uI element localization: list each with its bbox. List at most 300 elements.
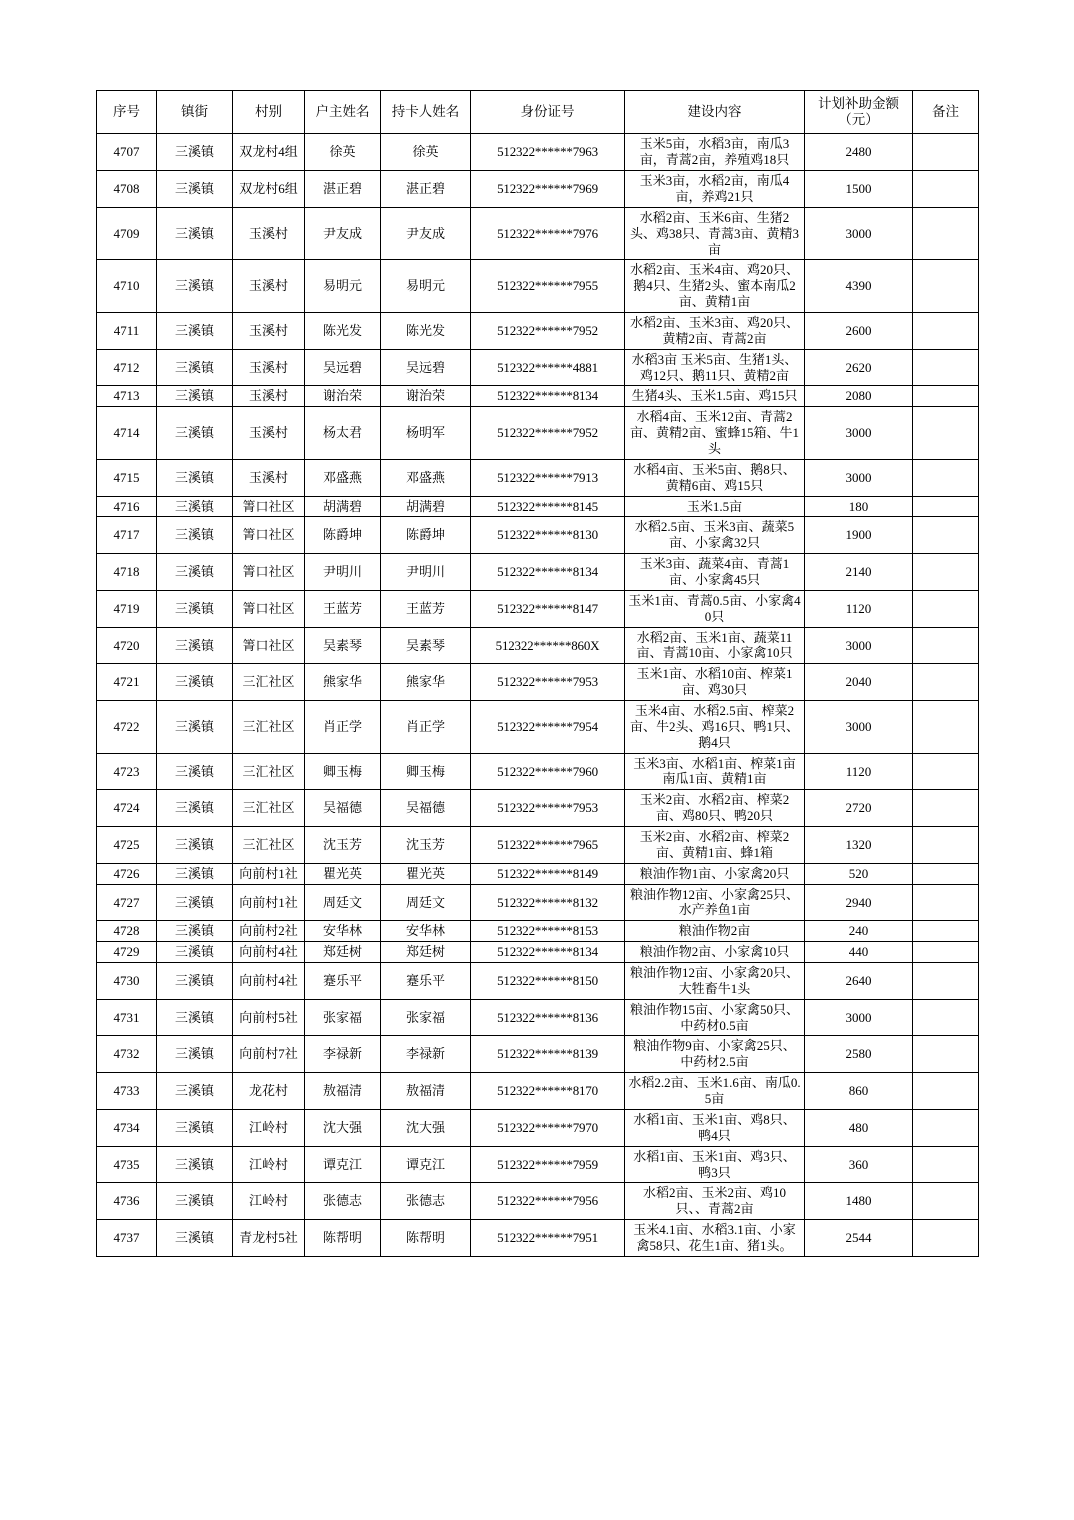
cell-content: 粮油作物12亩、小家禽25只、水产养鱼1亩 bbox=[625, 884, 805, 921]
cell-index: 4709 bbox=[97, 207, 157, 260]
cell-town: 三溪镇 bbox=[157, 312, 233, 349]
cell-id-number: 512322******7952 bbox=[471, 312, 625, 349]
cell-town: 三溪镇 bbox=[157, 790, 233, 827]
cell-amount: 180 bbox=[805, 496, 913, 517]
cell-household-head: 安华林 bbox=[305, 921, 381, 942]
cell-content: 玉米4.1亩、水稻3.1亩、小家禽58只、花生1亩、猪1头。 bbox=[625, 1220, 805, 1257]
cell-content: 生猪4头、玉米1.5亩、鸡15只 bbox=[625, 386, 805, 407]
cell-id-number: 512322******860X bbox=[471, 627, 625, 664]
cell-town: 三溪镇 bbox=[157, 554, 233, 591]
cell-index: 4723 bbox=[97, 753, 157, 790]
cell-amount: 3000 bbox=[805, 207, 913, 260]
cell-id-number: 512322******8145 bbox=[471, 496, 625, 517]
cell-id-number: 512322******7952 bbox=[471, 407, 625, 460]
cell-cardholder: 吴远碧 bbox=[381, 349, 471, 386]
cell-town: 三溪镇 bbox=[157, 386, 233, 407]
cell-content: 玉米1亩、青蒿0.5亩、小家禽40只 bbox=[625, 590, 805, 627]
cell-cardholder: 胡满碧 bbox=[381, 496, 471, 517]
table-row bbox=[97, 664, 979, 701]
cell-index: 4726 bbox=[97, 863, 157, 884]
cell-village: 玉溪村 bbox=[233, 459, 305, 496]
cell-amount: 3000 bbox=[805, 627, 913, 664]
cell-amount: 1120 bbox=[805, 753, 913, 790]
cell-index: 4737 bbox=[97, 1220, 157, 1257]
cell-village: 向前村4社 bbox=[233, 942, 305, 963]
cell-cardholder: 吴福德 bbox=[381, 790, 471, 827]
cell-village: 向前村4社 bbox=[233, 963, 305, 1000]
cell-town: 三溪镇 bbox=[157, 664, 233, 701]
cell-remark bbox=[913, 459, 979, 496]
column-header-amount-line2: （元） bbox=[838, 112, 879, 128]
cell-id-number: 512322******7965 bbox=[471, 827, 625, 864]
cell-town: 三溪镇 bbox=[157, 1220, 233, 1257]
cell-amount: 3000 bbox=[805, 407, 913, 460]
cell-cardholder: 易明元 bbox=[381, 260, 471, 313]
cell-amount: 2080 bbox=[805, 386, 913, 407]
cell-village: 江岭村 bbox=[233, 1183, 305, 1220]
cell-village: 三汇社区 bbox=[233, 701, 305, 754]
cell-content: 玉米5亩，水稻3亩，南瓜3亩，青蒿2亩，养殖鸡18只 bbox=[625, 134, 805, 171]
table-body bbox=[97, 134, 979, 1256]
column-header-remark: 备注 bbox=[913, 91, 979, 134]
cell-index: 4715 bbox=[97, 459, 157, 496]
cell-cardholder: 陈光发 bbox=[381, 312, 471, 349]
cell-household-head: 李禄新 bbox=[305, 1036, 381, 1073]
cell-household-head: 吴素琴 bbox=[305, 627, 381, 664]
cell-cardholder: 邓盛燕 bbox=[381, 459, 471, 496]
cell-index: 4714 bbox=[97, 407, 157, 460]
cell-content: 水稻1亩、玉米1亩、鸡3只、鸭3只 bbox=[625, 1146, 805, 1183]
cell-remark bbox=[913, 134, 979, 171]
cell-village: 青龙村5社 bbox=[233, 1220, 305, 1257]
column-header-cardholder: 持卡人姓名 bbox=[381, 91, 471, 134]
cell-remark bbox=[913, 1220, 979, 1257]
cell-id-number: 512322******7953 bbox=[471, 790, 625, 827]
cell-content: 粮油作物9亩、小家禽25只、中药材2.5亩 bbox=[625, 1036, 805, 1073]
table-row bbox=[97, 1109, 979, 1146]
cell-cardholder: 沈大强 bbox=[381, 1109, 471, 1146]
cell-cardholder: 卿玉梅 bbox=[381, 753, 471, 790]
table-row bbox=[97, 134, 979, 171]
cell-amount: 2640 bbox=[805, 963, 913, 1000]
cell-index: 4728 bbox=[97, 921, 157, 942]
cell-cardholder: 熊家华 bbox=[381, 664, 471, 701]
cell-town: 三溪镇 bbox=[157, 753, 233, 790]
table-row bbox=[97, 827, 979, 864]
cell-household-head: 王蓝芳 bbox=[305, 590, 381, 627]
cell-household-head: 熊家华 bbox=[305, 664, 381, 701]
cell-cardholder: 陈爵坤 bbox=[381, 517, 471, 554]
cell-household-head: 敖福清 bbox=[305, 1073, 381, 1110]
cell-id-number: 512322******8130 bbox=[471, 517, 625, 554]
cell-remark bbox=[913, 517, 979, 554]
cell-household-head: 吴福德 bbox=[305, 790, 381, 827]
cell-id-number: 512322******8139 bbox=[471, 1036, 625, 1073]
cell-content: 水稻4亩、玉米5亩、鹅8只、黄精6亩、鸡15只 bbox=[625, 459, 805, 496]
cell-amount: 360 bbox=[805, 1146, 913, 1183]
cell-household-head: 陈爵坤 bbox=[305, 517, 381, 554]
cell-remark bbox=[913, 1109, 979, 1146]
cell-index: 4721 bbox=[97, 664, 157, 701]
cell-cardholder: 尹友成 bbox=[381, 207, 471, 260]
cell-household-head: 胡满碧 bbox=[305, 496, 381, 517]
table-row bbox=[97, 921, 979, 942]
cell-household-head: 易明元 bbox=[305, 260, 381, 313]
cell-amount: 2600 bbox=[805, 312, 913, 349]
cell-town: 三溪镇 bbox=[157, 963, 233, 1000]
cell-town: 三溪镇 bbox=[157, 590, 233, 627]
table-row bbox=[97, 517, 979, 554]
cell-remark bbox=[913, 753, 979, 790]
cell-remark bbox=[913, 554, 979, 591]
table-row bbox=[97, 863, 979, 884]
cell-town: 三溪镇 bbox=[157, 349, 233, 386]
cell-village: 箐口社区 bbox=[233, 496, 305, 517]
cell-town: 三溪镇 bbox=[157, 459, 233, 496]
cell-household-head: 吴远碧 bbox=[305, 349, 381, 386]
column-header-household-head: 户主姓名 bbox=[305, 91, 381, 134]
cell-village: 双龙村6组 bbox=[233, 171, 305, 208]
cell-remark bbox=[913, 171, 979, 208]
cell-town: 三溪镇 bbox=[157, 827, 233, 864]
cell-village: 向前村7社 bbox=[233, 1036, 305, 1073]
cell-index: 4735 bbox=[97, 1146, 157, 1183]
cell-remark bbox=[913, 963, 979, 1000]
cell-cardholder: 周廷文 bbox=[381, 884, 471, 921]
cell-household-head: 杨太君 bbox=[305, 407, 381, 460]
cell-household-head: 卿玉梅 bbox=[305, 753, 381, 790]
cell-id-number: 512322******7959 bbox=[471, 1146, 625, 1183]
cell-index: 4730 bbox=[97, 963, 157, 1000]
cell-content: 水稻2亩、玉米3亩、鸡20只、黄精2亩、青蒿2亩 bbox=[625, 312, 805, 349]
table-row bbox=[97, 349, 979, 386]
cell-id-number: 512322******7963 bbox=[471, 134, 625, 171]
cell-content: 水稻2亩、玉米6亩、生猪2头、鸡38只、青蒿3亩、黄精3亩 bbox=[625, 207, 805, 260]
table-row bbox=[97, 496, 979, 517]
cell-amount: 3000 bbox=[805, 999, 913, 1036]
table-header bbox=[97, 91, 979, 134]
table-row bbox=[97, 260, 979, 313]
cell-content: 水稻1亩、玉米1亩、鸡8只、鸭4只 bbox=[625, 1109, 805, 1146]
table-row bbox=[97, 1073, 979, 1110]
table-row bbox=[97, 963, 979, 1000]
cell-content: 水稻3亩 玉米5亩、生猪1头、鸡12只、鹅11只、黄精2亩 bbox=[625, 349, 805, 386]
cell-amount: 2580 bbox=[805, 1036, 913, 1073]
cell-household-head: 周廷文 bbox=[305, 884, 381, 921]
cell-village: 玉溪村 bbox=[233, 260, 305, 313]
cell-content: 粮油作物12亩、小家禽20只、大牲畜牛1头 bbox=[625, 963, 805, 1000]
cell-remark bbox=[913, 1146, 979, 1183]
cell-remark bbox=[913, 1183, 979, 1220]
cell-remark bbox=[913, 921, 979, 942]
cell-content: 水稻2.2亩、玉米1.6亩、南瓜0.5亩 bbox=[625, 1073, 805, 1110]
cell-household-head: 湛正碧 bbox=[305, 171, 381, 208]
cell-id-number: 512322******7954 bbox=[471, 701, 625, 754]
cell-id-number: 512322******8170 bbox=[471, 1073, 625, 1110]
cell-amount: 1320 bbox=[805, 827, 913, 864]
cell-id-number: 512322******7953 bbox=[471, 664, 625, 701]
cell-amount: 1480 bbox=[805, 1183, 913, 1220]
cell-cardholder: 湛正碧 bbox=[381, 171, 471, 208]
cell-cardholder: 张家福 bbox=[381, 999, 471, 1036]
cell-cardholder: 张德志 bbox=[381, 1183, 471, 1220]
cell-village: 玉溪村 bbox=[233, 386, 305, 407]
cell-cardholder: 蹇乐平 bbox=[381, 963, 471, 1000]
cell-village: 江岭村 bbox=[233, 1146, 305, 1183]
table-row bbox=[97, 790, 979, 827]
cell-amount: 2940 bbox=[805, 884, 913, 921]
cell-village: 向前村5社 bbox=[233, 999, 305, 1036]
cell-index: 4708 bbox=[97, 171, 157, 208]
cell-index: 4725 bbox=[97, 827, 157, 864]
cell-town: 三溪镇 bbox=[157, 496, 233, 517]
cell-town: 三溪镇 bbox=[157, 134, 233, 171]
cell-content: 水稻4亩、玉米12亩、青蒿2亩、黄精2亩、蜜蜂15箱、牛1头 bbox=[625, 407, 805, 460]
cell-remark bbox=[913, 1073, 979, 1110]
cell-remark bbox=[913, 407, 979, 460]
cell-index: 4716 bbox=[97, 496, 157, 517]
cell-remark bbox=[913, 590, 979, 627]
cell-amount: 2544 bbox=[805, 1220, 913, 1257]
cell-village: 向前村2社 bbox=[233, 921, 305, 942]
cell-id-number: 512322******7976 bbox=[471, 207, 625, 260]
cell-amount: 1500 bbox=[805, 171, 913, 208]
cell-household-head: 郑廷树 bbox=[305, 942, 381, 963]
cell-cardholder: 肖正学 bbox=[381, 701, 471, 754]
table-row bbox=[97, 554, 979, 591]
cell-content: 粮油作物15亩、小家禽50只、中药材0.5亩 bbox=[625, 999, 805, 1036]
cell-town: 三溪镇 bbox=[157, 863, 233, 884]
table-row bbox=[97, 459, 979, 496]
table-row bbox=[97, 312, 979, 349]
cell-id-number: 512322******7960 bbox=[471, 753, 625, 790]
cell-cardholder: 谢治荣 bbox=[381, 386, 471, 407]
cell-index: 4736 bbox=[97, 1183, 157, 1220]
cell-village: 向前村1社 bbox=[233, 863, 305, 884]
cell-village: 箐口社区 bbox=[233, 517, 305, 554]
cell-id-number: 512322******8132 bbox=[471, 884, 625, 921]
cell-cardholder: 徐英 bbox=[381, 134, 471, 171]
cell-household-head: 张德志 bbox=[305, 1183, 381, 1220]
column-header-amount-line1: 计划补助金额 bbox=[818, 96, 899, 111]
cell-cardholder: 安华林 bbox=[381, 921, 471, 942]
cell-amount: 2480 bbox=[805, 134, 913, 171]
cell-household-head: 谢治荣 bbox=[305, 386, 381, 407]
cell-content: 水稻2.5亩、玉米3亩、蔬菜5亩、小家禽32只 bbox=[625, 517, 805, 554]
column-header-index: 序号 bbox=[97, 91, 157, 134]
cell-index: 4712 bbox=[97, 349, 157, 386]
cell-content: 玉米1亩、水稻10亩、榨菜1亩、鸡30只 bbox=[625, 664, 805, 701]
cell-remark bbox=[913, 627, 979, 664]
table-row bbox=[97, 942, 979, 963]
cell-index: 4711 bbox=[97, 312, 157, 349]
cell-amount: 520 bbox=[805, 863, 913, 884]
cell-cardholder: 杨明军 bbox=[381, 407, 471, 460]
cell-cardholder: 谭克江 bbox=[381, 1146, 471, 1183]
cell-index: 4710 bbox=[97, 260, 157, 313]
cell-cardholder: 李禄新 bbox=[381, 1036, 471, 1073]
cell-index: 4734 bbox=[97, 1109, 157, 1146]
cell-id-number: 512322******8134 bbox=[471, 554, 625, 591]
cell-content: 粮油作物2亩、小家禽10只 bbox=[625, 942, 805, 963]
cell-id-number: 512322******7956 bbox=[471, 1183, 625, 1220]
cell-town: 三溪镇 bbox=[157, 701, 233, 754]
cell-town: 三溪镇 bbox=[157, 942, 233, 963]
cell-household-head: 陈光发 bbox=[305, 312, 381, 349]
cell-village: 三汇社区 bbox=[233, 790, 305, 827]
cell-village: 玉溪村 bbox=[233, 407, 305, 460]
cell-remark bbox=[913, 260, 979, 313]
cell-id-number: 512322******8134 bbox=[471, 942, 625, 963]
table-row bbox=[97, 753, 979, 790]
cell-index: 4720 bbox=[97, 627, 157, 664]
table-row bbox=[97, 1036, 979, 1073]
cell-content: 玉米3亩、水稻1亩、榨菜1亩南瓜1亩、黄精1亩 bbox=[625, 753, 805, 790]
cell-cardholder: 吴素琴 bbox=[381, 627, 471, 664]
cell-id-number: 512322******7913 bbox=[471, 459, 625, 496]
column-header-village: 村别 bbox=[233, 91, 305, 134]
cell-town: 三溪镇 bbox=[157, 1146, 233, 1183]
cell-household-head: 徐英 bbox=[305, 134, 381, 171]
cell-town: 三溪镇 bbox=[157, 207, 233, 260]
column-header-amount bbox=[805, 91, 913, 134]
cell-content: 玉米1.5亩 bbox=[625, 496, 805, 517]
cell-id-number: 512322******4881 bbox=[471, 349, 625, 386]
cell-id-number: 512322******8150 bbox=[471, 963, 625, 1000]
cell-remark bbox=[913, 664, 979, 701]
cell-household-head: 沈玉芳 bbox=[305, 827, 381, 864]
cell-cardholder: 王蓝芳 bbox=[381, 590, 471, 627]
cell-remark bbox=[913, 790, 979, 827]
table-row bbox=[97, 1220, 979, 1257]
cell-remark bbox=[913, 827, 979, 864]
cell-remark bbox=[913, 701, 979, 754]
cell-cardholder: 沈玉芳 bbox=[381, 827, 471, 864]
cell-town: 三溪镇 bbox=[157, 407, 233, 460]
table-row bbox=[97, 701, 979, 754]
cell-village: 玉溪村 bbox=[233, 349, 305, 386]
cell-amount: 3000 bbox=[805, 459, 913, 496]
cell-index: 4731 bbox=[97, 999, 157, 1036]
cell-index: 4707 bbox=[97, 134, 157, 171]
cell-remark bbox=[913, 942, 979, 963]
cell-town: 三溪镇 bbox=[157, 884, 233, 921]
cell-id-number: 512322******7955 bbox=[471, 260, 625, 313]
cell-index: 4719 bbox=[97, 590, 157, 627]
table-row bbox=[97, 884, 979, 921]
cell-remark bbox=[913, 386, 979, 407]
cell-village: 箐口社区 bbox=[233, 590, 305, 627]
cell-village: 玉溪村 bbox=[233, 312, 305, 349]
cell-remark bbox=[913, 312, 979, 349]
table-row bbox=[97, 386, 979, 407]
cell-village: 箐口社区 bbox=[233, 554, 305, 591]
cell-town: 三溪镇 bbox=[157, 1073, 233, 1110]
cell-content: 玉米3亩、蔬菜4亩、青蒿1亩、小家禽45只 bbox=[625, 554, 805, 591]
cell-remark bbox=[913, 1036, 979, 1073]
cell-remark bbox=[913, 207, 979, 260]
cell-remark bbox=[913, 884, 979, 921]
cell-amount: 1120 bbox=[805, 590, 913, 627]
cell-village: 三汇社区 bbox=[233, 753, 305, 790]
cell-amount: 440 bbox=[805, 942, 913, 963]
table-row bbox=[97, 999, 979, 1036]
column-header-content: 建设内容 bbox=[625, 91, 805, 134]
table-row bbox=[97, 407, 979, 460]
cell-index: 4732 bbox=[97, 1036, 157, 1073]
cell-index: 4718 bbox=[97, 554, 157, 591]
cell-amount: 860 bbox=[805, 1073, 913, 1110]
cell-amount: 480 bbox=[805, 1109, 913, 1146]
table-row bbox=[97, 1183, 979, 1220]
cell-id-number: 512322******7951 bbox=[471, 1220, 625, 1257]
cell-cardholder: 敖福清 bbox=[381, 1073, 471, 1110]
cell-index: 4724 bbox=[97, 790, 157, 827]
cell-household-head: 肖正学 bbox=[305, 701, 381, 754]
cell-town: 三溪镇 bbox=[157, 1109, 233, 1146]
table-row bbox=[97, 207, 979, 260]
cell-remark bbox=[913, 999, 979, 1036]
cell-village: 江岭村 bbox=[233, 1109, 305, 1146]
cell-town: 三溪镇 bbox=[157, 627, 233, 664]
cell-household-head: 沈大强 bbox=[305, 1109, 381, 1146]
cell-index: 4717 bbox=[97, 517, 157, 554]
cell-amount: 3000 bbox=[805, 701, 913, 754]
cell-household-head: 尹明川 bbox=[305, 554, 381, 591]
cell-cardholder: 陈帮明 bbox=[381, 1220, 471, 1257]
cell-index: 4727 bbox=[97, 884, 157, 921]
table-header-row bbox=[97, 91, 979, 134]
cell-cardholder: 尹明川 bbox=[381, 554, 471, 591]
cell-town: 三溪镇 bbox=[157, 260, 233, 313]
cell-id-number: 512322******8147 bbox=[471, 590, 625, 627]
cell-village: 三汇社区 bbox=[233, 827, 305, 864]
cell-content: 玉米4亩、水稻2.5亩、榨菜2亩、牛2头、鸡16只、鸭1只、鹅4只 bbox=[625, 701, 805, 754]
cell-index: 4713 bbox=[97, 386, 157, 407]
cell-cardholder: 瞿光英 bbox=[381, 863, 471, 884]
cell-household-head: 谭克江 bbox=[305, 1146, 381, 1183]
cell-content: 水稻2亩、玉米2亩、鸡10只、、青蒿2亩 bbox=[625, 1183, 805, 1220]
cell-amount: 1900 bbox=[805, 517, 913, 554]
cell-content: 粮油作物2亩 bbox=[625, 921, 805, 942]
cell-town: 三溪镇 bbox=[157, 999, 233, 1036]
cell-id-number: 512322******8134 bbox=[471, 386, 625, 407]
cell-village: 三汇社区 bbox=[233, 664, 305, 701]
cell-household-head: 邓盛燕 bbox=[305, 459, 381, 496]
cell-town: 三溪镇 bbox=[157, 1036, 233, 1073]
cell-id-number: 512322******8153 bbox=[471, 921, 625, 942]
cell-household-head: 尹友成 bbox=[305, 207, 381, 260]
cell-village: 双龙村4组 bbox=[233, 134, 305, 171]
cell-household-head: 陈帮明 bbox=[305, 1220, 381, 1257]
cell-remark bbox=[913, 863, 979, 884]
table-row bbox=[97, 1146, 979, 1183]
cell-id-number: 512322******8136 bbox=[471, 999, 625, 1036]
cell-index: 4729 bbox=[97, 942, 157, 963]
cell-remark bbox=[913, 349, 979, 386]
cell-household-head: 蹇乐平 bbox=[305, 963, 381, 1000]
cell-content: 玉米3亩，水稻2亩，南瓜4亩，养鸡21只 bbox=[625, 171, 805, 208]
table-row bbox=[97, 627, 979, 664]
cell-id-number: 512322******7970 bbox=[471, 1109, 625, 1146]
cell-content: 水稻2亩、玉米1亩、蔬菜11亩、青蒿10亩、小家禽10只 bbox=[625, 627, 805, 664]
cell-village: 玉溪村 bbox=[233, 207, 305, 260]
cell-town: 三溪镇 bbox=[157, 921, 233, 942]
cell-id-number: 512322******7969 bbox=[471, 171, 625, 208]
cell-household-head: 张家福 bbox=[305, 999, 381, 1036]
table-row bbox=[97, 171, 979, 208]
cell-amount: 2620 bbox=[805, 349, 913, 386]
